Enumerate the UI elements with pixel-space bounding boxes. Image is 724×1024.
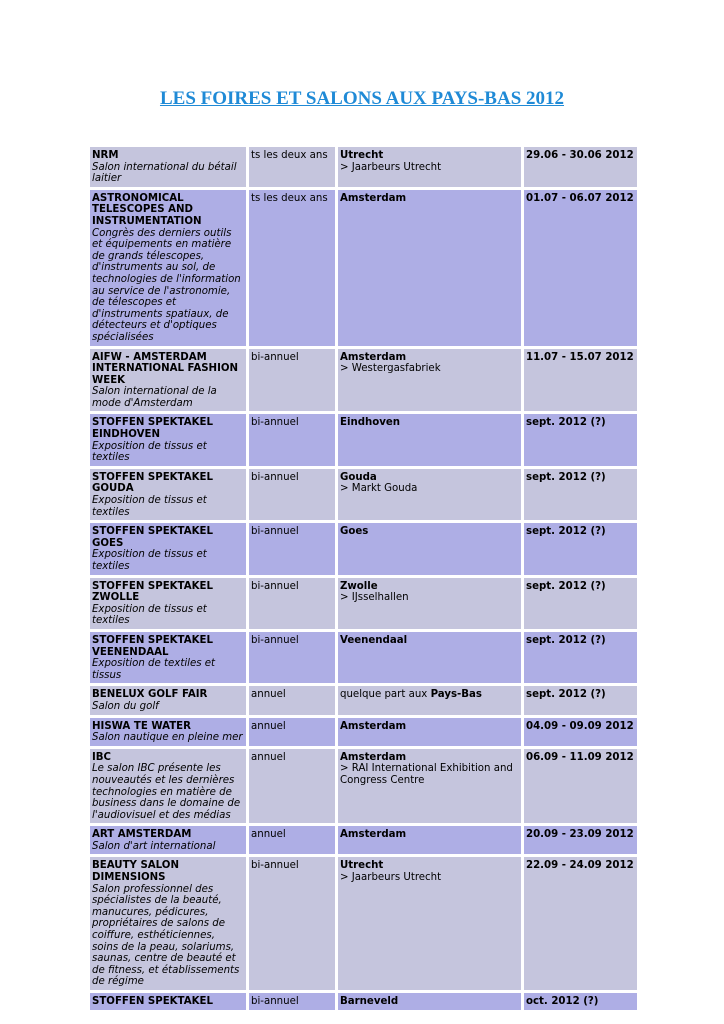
event-frequency: annuel <box>251 689 286 701</box>
dates-cell <box>524 686 637 714</box>
event-dates: 11.07 - 15.07 2012 <box>526 351 634 363</box>
dates-cell <box>524 190 637 346</box>
location-cell <box>338 632 521 683</box>
location-cell <box>338 147 521 187</box>
event-cell <box>90 749 246 824</box>
events-table <box>87 144 640 1013</box>
table-row <box>90 190 637 346</box>
event-description: Exposition de textiles et tissus <box>92 658 216 681</box>
table-row <box>90 349 637 412</box>
event-city: Zwolle <box>340 580 378 592</box>
event-description: Salon international du bétail laitier <box>92 161 237 185</box>
event-venue: > Markt Gouda <box>340 483 418 495</box>
event-frequency: bi-annuel <box>251 860 299 872</box>
event-description: Salon nautique en pleine mer <box>92 732 243 744</box>
event-venue: > Jaarbeurs Utrecht <box>340 161 442 173</box>
event-frequency: bi-annuel <box>251 471 299 483</box>
event-cell <box>90 147 246 187</box>
event-city: Amsterdam <box>340 192 407 204</box>
event-dates: 06.09 - 11.09 2012 <box>526 751 634 763</box>
location-cell <box>338 414 521 465</box>
event-city: Pays-Bas <box>430 689 482 701</box>
event-name: NRM <box>92 150 119 161</box>
event-cell <box>90 349 246 412</box>
event-dates: sept. 2012 (?) <box>526 471 606 483</box>
location-prefix: quelque part aux <box>340 689 431 701</box>
table-row <box>90 993 637 1010</box>
frequency-cell <box>249 826 335 854</box>
event-cell <box>90 718 246 746</box>
event-cell <box>90 686 246 714</box>
event-name: ASTRONOMICAL TELESCOPES AND INSTRUMENTATION <box>92 192 202 227</box>
event-frequency: ts les deux ans <box>251 192 328 204</box>
event-cell <box>90 857 246 990</box>
events-table-container <box>87 144 637 1007</box>
dates-cell <box>524 718 637 746</box>
location-cell <box>338 523 521 574</box>
location-cell <box>338 749 521 824</box>
frequency-cell <box>249 686 335 714</box>
dates-cell <box>524 857 637 990</box>
event-dates: 04.09 - 09.09 2012 <box>526 720 634 732</box>
event-description: Salon d'art international <box>92 840 216 852</box>
event-city: Amsterdam <box>340 829 407 841</box>
event-city: Goes <box>340 526 369 538</box>
table-row <box>90 826 637 854</box>
table-row <box>90 749 637 824</box>
event-frequency: bi-annuel <box>251 351 299 363</box>
frequency-cell <box>249 578 335 629</box>
event-cell <box>90 826 246 854</box>
event-description: Exposition de tissus et textiles <box>92 440 207 464</box>
event-dates: 20.09 - 23.09 2012 <box>526 829 634 841</box>
event-city: Amsterdam <box>340 720 407 732</box>
event-cell <box>90 578 246 629</box>
location-cell <box>338 826 521 854</box>
location-cell <box>338 578 521 629</box>
event-cell <box>90 414 246 465</box>
dates-cell <box>524 349 637 412</box>
event-venue: > Westergasfabriek <box>340 363 441 375</box>
events-table-body <box>90 147 637 1010</box>
event-name: BEAUTY SALON DIMENSIONS <box>92 860 179 884</box>
dates-cell <box>524 749 637 824</box>
event-description: Exposition de tissus et textiles <box>92 603 207 627</box>
event-frequency: annuel <box>251 720 286 732</box>
dates-cell <box>524 632 637 683</box>
event-description: Salon international de la mode d'Amsterdam <box>92 386 217 409</box>
frequency-cell <box>249 147 335 187</box>
event-city: Veenendaal <box>340 634 408 646</box>
frequency-cell <box>249 349 335 412</box>
event-description: Congrès des derniers outils et équipements en matière de grands télescopes, d'instruments au sol, de technologies de l'information au service de l'astronomie, de télescopes et d'instruments spatiaux, de détecteurs et d'optiques spécialisées <box>92 227 241 343</box>
event-cell <box>90 469 246 520</box>
location-cell <box>338 857 521 990</box>
event-city: Amsterdam <box>340 751 407 763</box>
event-name: STOFFEN SPEKTAKEL VEENENDAAL <box>92 634 213 658</box>
table-row <box>90 718 637 746</box>
event-frequency: bi-annuel <box>251 580 299 592</box>
location-cell <box>338 190 521 346</box>
event-dates: 01.07 - 06.07 2012 <box>526 192 634 204</box>
location-cell <box>338 718 521 746</box>
event-city: Barneveld <box>340 996 399 1007</box>
table-row <box>90 414 637 465</box>
dates-cell <box>524 826 637 854</box>
dates-cell <box>524 993 637 1010</box>
event-name: STOFFEN SPEKTAKEL GOES <box>92 526 213 549</box>
event-cell <box>90 190 246 346</box>
event-city: Gouda <box>340 471 377 483</box>
frequency-cell <box>249 190 335 346</box>
dates-cell <box>524 469 637 520</box>
location-cell <box>338 993 521 1010</box>
frequency-cell <box>249 469 335 520</box>
dates-cell <box>524 147 637 187</box>
frequency-cell <box>249 523 335 574</box>
event-city: Amsterdam <box>340 351 407 363</box>
dates-cell <box>524 578 637 629</box>
event-description: Exposition de tissus et textiles <box>92 495 207 518</box>
dates-cell <box>524 523 637 574</box>
page-title: LES FOIRES ET SALONS AUX PAYS-BAS 2012 <box>159 88 565 109</box>
table-row <box>90 469 637 520</box>
event-city: Utrecht <box>340 150 384 161</box>
table-row <box>90 523 637 574</box>
event-city: Utrecht <box>340 860 384 872</box>
event-dates: oct. 2012 (?) <box>526 996 599 1007</box>
frequency-cell <box>249 749 335 824</box>
event-description: Le salon IBC présente les nouveautés et les dernières technologies en matière de business dans le domaine de l'audiovisuel et des médias <box>92 763 241 821</box>
event-name: STOFFEN SPEKTAKEL ZWOLLE <box>92 580 213 604</box>
event-description: Salon du golf <box>92 700 159 712</box>
dates-cell <box>524 414 637 465</box>
location-cell <box>338 349 521 412</box>
location-cell <box>338 469 521 520</box>
event-name: IBC <box>92 751 112 763</box>
event-frequency: annuel <box>251 751 286 763</box>
event-venue: > IJsselhallen <box>340 592 409 604</box>
frequency-cell <box>249 718 335 746</box>
table-row <box>90 632 637 683</box>
location-cell <box>338 686 521 714</box>
event-name: AIFW - AMSTERDAM INTERNATIONAL FASHION WEEK <box>92 351 239 386</box>
table-row <box>90 147 637 187</box>
event-frequency: ts les deux ans <box>251 150 328 161</box>
event-city: Eindhoven <box>340 417 401 429</box>
frequency-cell <box>249 857 335 990</box>
table-row <box>90 686 637 714</box>
event-dates: sept. 2012 (?) <box>526 689 606 701</box>
table-row <box>90 578 637 629</box>
event-dates: sept. 2012 (?) <box>526 526 606 538</box>
event-venue: > RAI International Exhibition and Congress Centre <box>340 763 513 786</box>
event-frequency: bi-annuel <box>251 417 299 429</box>
event-dates: sept. 2012 (?) <box>526 580 606 592</box>
event-cell <box>90 632 246 683</box>
event-frequency: bi-annuel <box>251 996 299 1007</box>
event-name: STOFFEN SPEKTAKEL <box>92 996 213 1007</box>
event-frequency: bi-annuel <box>251 526 299 538</box>
event-name: ART AMSTERDAM <box>92 829 192 841</box>
event-name: BENELUX GOLF FAIR <box>92 689 208 701</box>
event-cell <box>90 523 246 574</box>
event-dates: sept. 2012 (?) <box>526 417 606 429</box>
event-name: HISWA TE WATER <box>92 720 191 732</box>
event-frequency: annuel <box>251 829 286 841</box>
frequency-cell <box>249 993 335 1010</box>
event-dates: sept. 2012 (?) <box>526 634 606 646</box>
table-row <box>90 857 637 990</box>
frequency-cell <box>249 414 335 465</box>
event-dates: 22.09 - 24.09 2012 <box>526 860 634 872</box>
event-venue: > Jaarbeurs Utrecht <box>340 872 442 884</box>
event-cell <box>90 993 246 1010</box>
event-frequency: bi-annuel <box>251 634 299 646</box>
frequency-cell <box>249 632 335 683</box>
event-name: STOFFEN SPEKTAKEL GOUDA <box>92 471 213 495</box>
event-description: Exposition de tissus et textiles <box>92 549 207 572</box>
event-description: Salon professionnel des spécialistes de la beauté, manucures, pédicures, propriétaires de salons de coiffure, esthéticiennes, soins de la peau, solariums, saunas, centre de beauté et de fitness, et établissements de régime <box>92 883 240 988</box>
event-dates: 29.06 - 30.06 2012 <box>526 150 634 161</box>
event-name: STOFFEN SPEKTAKEL EINDHOVEN <box>92 417 213 441</box>
